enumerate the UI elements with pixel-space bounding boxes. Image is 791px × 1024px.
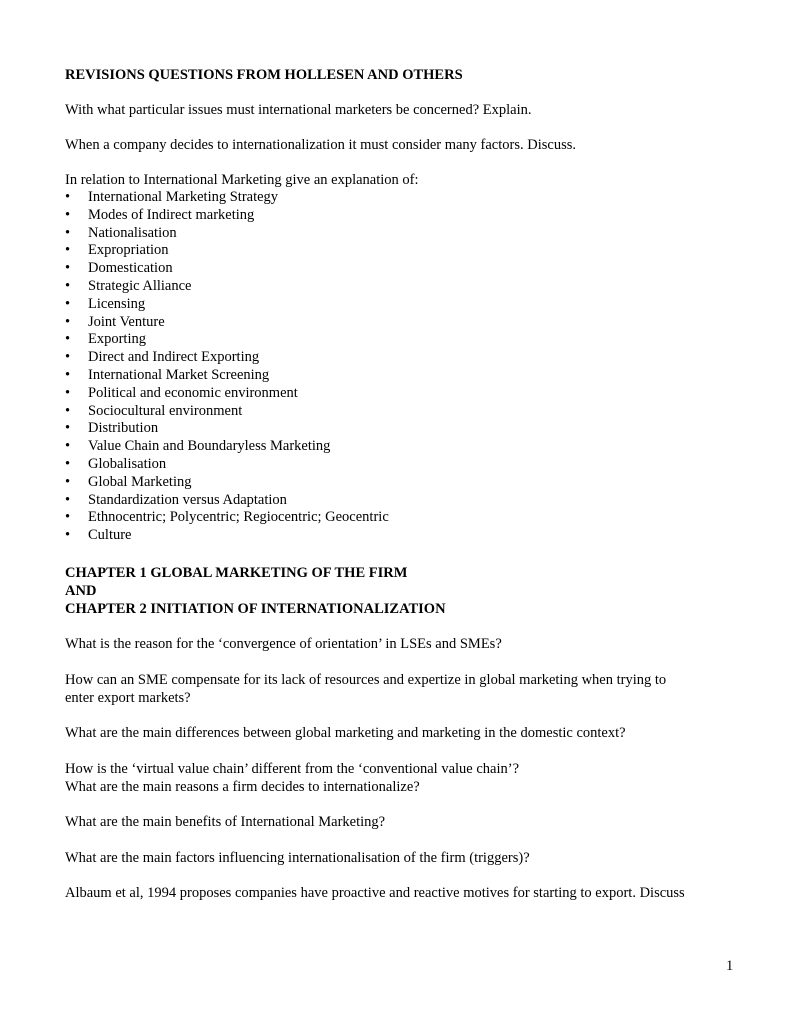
page-number: 1 xyxy=(726,958,734,974)
question-value-chain: How is the ‘virtual value chain’ different from the ‘conventional value chain’? xyxy=(65,761,520,777)
bullet-icon: • xyxy=(65,438,71,455)
bullet-text: Licensing xyxy=(88,295,146,312)
bullet-icon: • xyxy=(65,295,71,312)
bullet-icon: • xyxy=(65,384,71,401)
document-title: REVISIONS QUESTIONS FROM HOLLESEN AND OTHERS xyxy=(65,67,463,83)
bullet-icon: • xyxy=(65,366,71,383)
bullet-text: Nationalisation xyxy=(88,224,177,241)
chapter-heading-line-1: CHAPTER 1 GLOBAL MARKETING OF THE FIRM xyxy=(65,565,408,581)
bullet-text: Value Chain and Boundaryless Marketing xyxy=(88,438,331,455)
bullet-icon: • xyxy=(65,242,71,259)
question-intro-2: When a company decides to internationalization it must consider many factors. Discuss. xyxy=(65,137,576,153)
bullet-text: Exporting xyxy=(88,331,146,348)
bullet-icon: • xyxy=(65,331,71,348)
bullet-icon: • xyxy=(65,509,71,526)
bullet-icon: • xyxy=(65,473,71,490)
question-albaum: Albaum et al, 1994 proposes companies have proactive and reactive motives for starting to export. Discuss xyxy=(65,885,685,901)
bullet-text: Distribution xyxy=(88,420,159,437)
bullet-text: Modes of Indirect marketing xyxy=(88,206,255,223)
question-differences: What are the main differences between global marketing and marketing in the domestic context? xyxy=(65,725,626,741)
question-reasons: What are the main reasons a firm decides to internationalize? xyxy=(65,779,420,795)
bullet-icon: • xyxy=(65,420,71,437)
bullet-icon: • xyxy=(65,402,71,419)
bullet-text: International Market Screening xyxy=(88,366,270,383)
bullet-text: Joint Venture xyxy=(88,313,165,330)
bullet-text: Global Marketing xyxy=(88,473,192,490)
question-triggers: What are the main factors influencing internationalisation of the firm (triggers)? xyxy=(65,850,530,866)
bullet-text: Political and economic environment xyxy=(88,384,298,401)
question-sme-line-1: How can an SME compensate for its lack of resources and expertize in global marketing when trying to xyxy=(65,672,667,688)
bullet-text: International Marketing Strategy xyxy=(88,189,279,205)
bullet-icon: • xyxy=(65,491,71,508)
bullet-text: Globalisation xyxy=(88,455,167,472)
bullet-text: Standardization versus Adaptation xyxy=(88,491,287,508)
bullet-text: Sociocultural environment xyxy=(88,402,243,419)
bullet-text: Ethnocentric; Polycentric; Regiocentric; Geocentric xyxy=(88,509,389,526)
bullet-icon: • xyxy=(65,277,71,294)
bullet-text: Domestication xyxy=(88,260,173,277)
bullet-text: Strategic Alliance xyxy=(88,277,192,294)
question-convergence: What is the reason for the ‘convergence of orientation’ in LSEs and SMEs? xyxy=(65,636,502,652)
bullet-icon: • xyxy=(65,349,71,366)
bullet-text: Culture xyxy=(88,527,132,544)
chapter-heading-line-3: CHAPTER 2 INITIATION OF INTERNATIONALIZATION xyxy=(65,601,446,617)
bullet-icon: • xyxy=(65,260,71,277)
bullet-icon: • xyxy=(65,313,71,330)
bullet-text: Direct and Indirect Exporting xyxy=(88,349,260,366)
question-benefits: What are the main benefits of International Marketing? xyxy=(65,814,386,830)
bullet-icon: • xyxy=(65,455,71,472)
question-intro-1: With what particular issues must international marketers be concerned? Explain. xyxy=(65,102,532,118)
bullet-icon: • xyxy=(65,189,71,205)
bullet-icon: • xyxy=(65,224,71,241)
list-intro: In relation to International Marketing give an explanation of: xyxy=(65,172,419,188)
chapter-heading-line-2: AND xyxy=(65,583,97,599)
bullet-icon: • xyxy=(65,206,71,223)
question-sme-line-2: enter export markets? xyxy=(65,690,191,706)
bullet-text: Expropriation xyxy=(88,242,169,259)
bullet-icon: • xyxy=(65,527,71,544)
